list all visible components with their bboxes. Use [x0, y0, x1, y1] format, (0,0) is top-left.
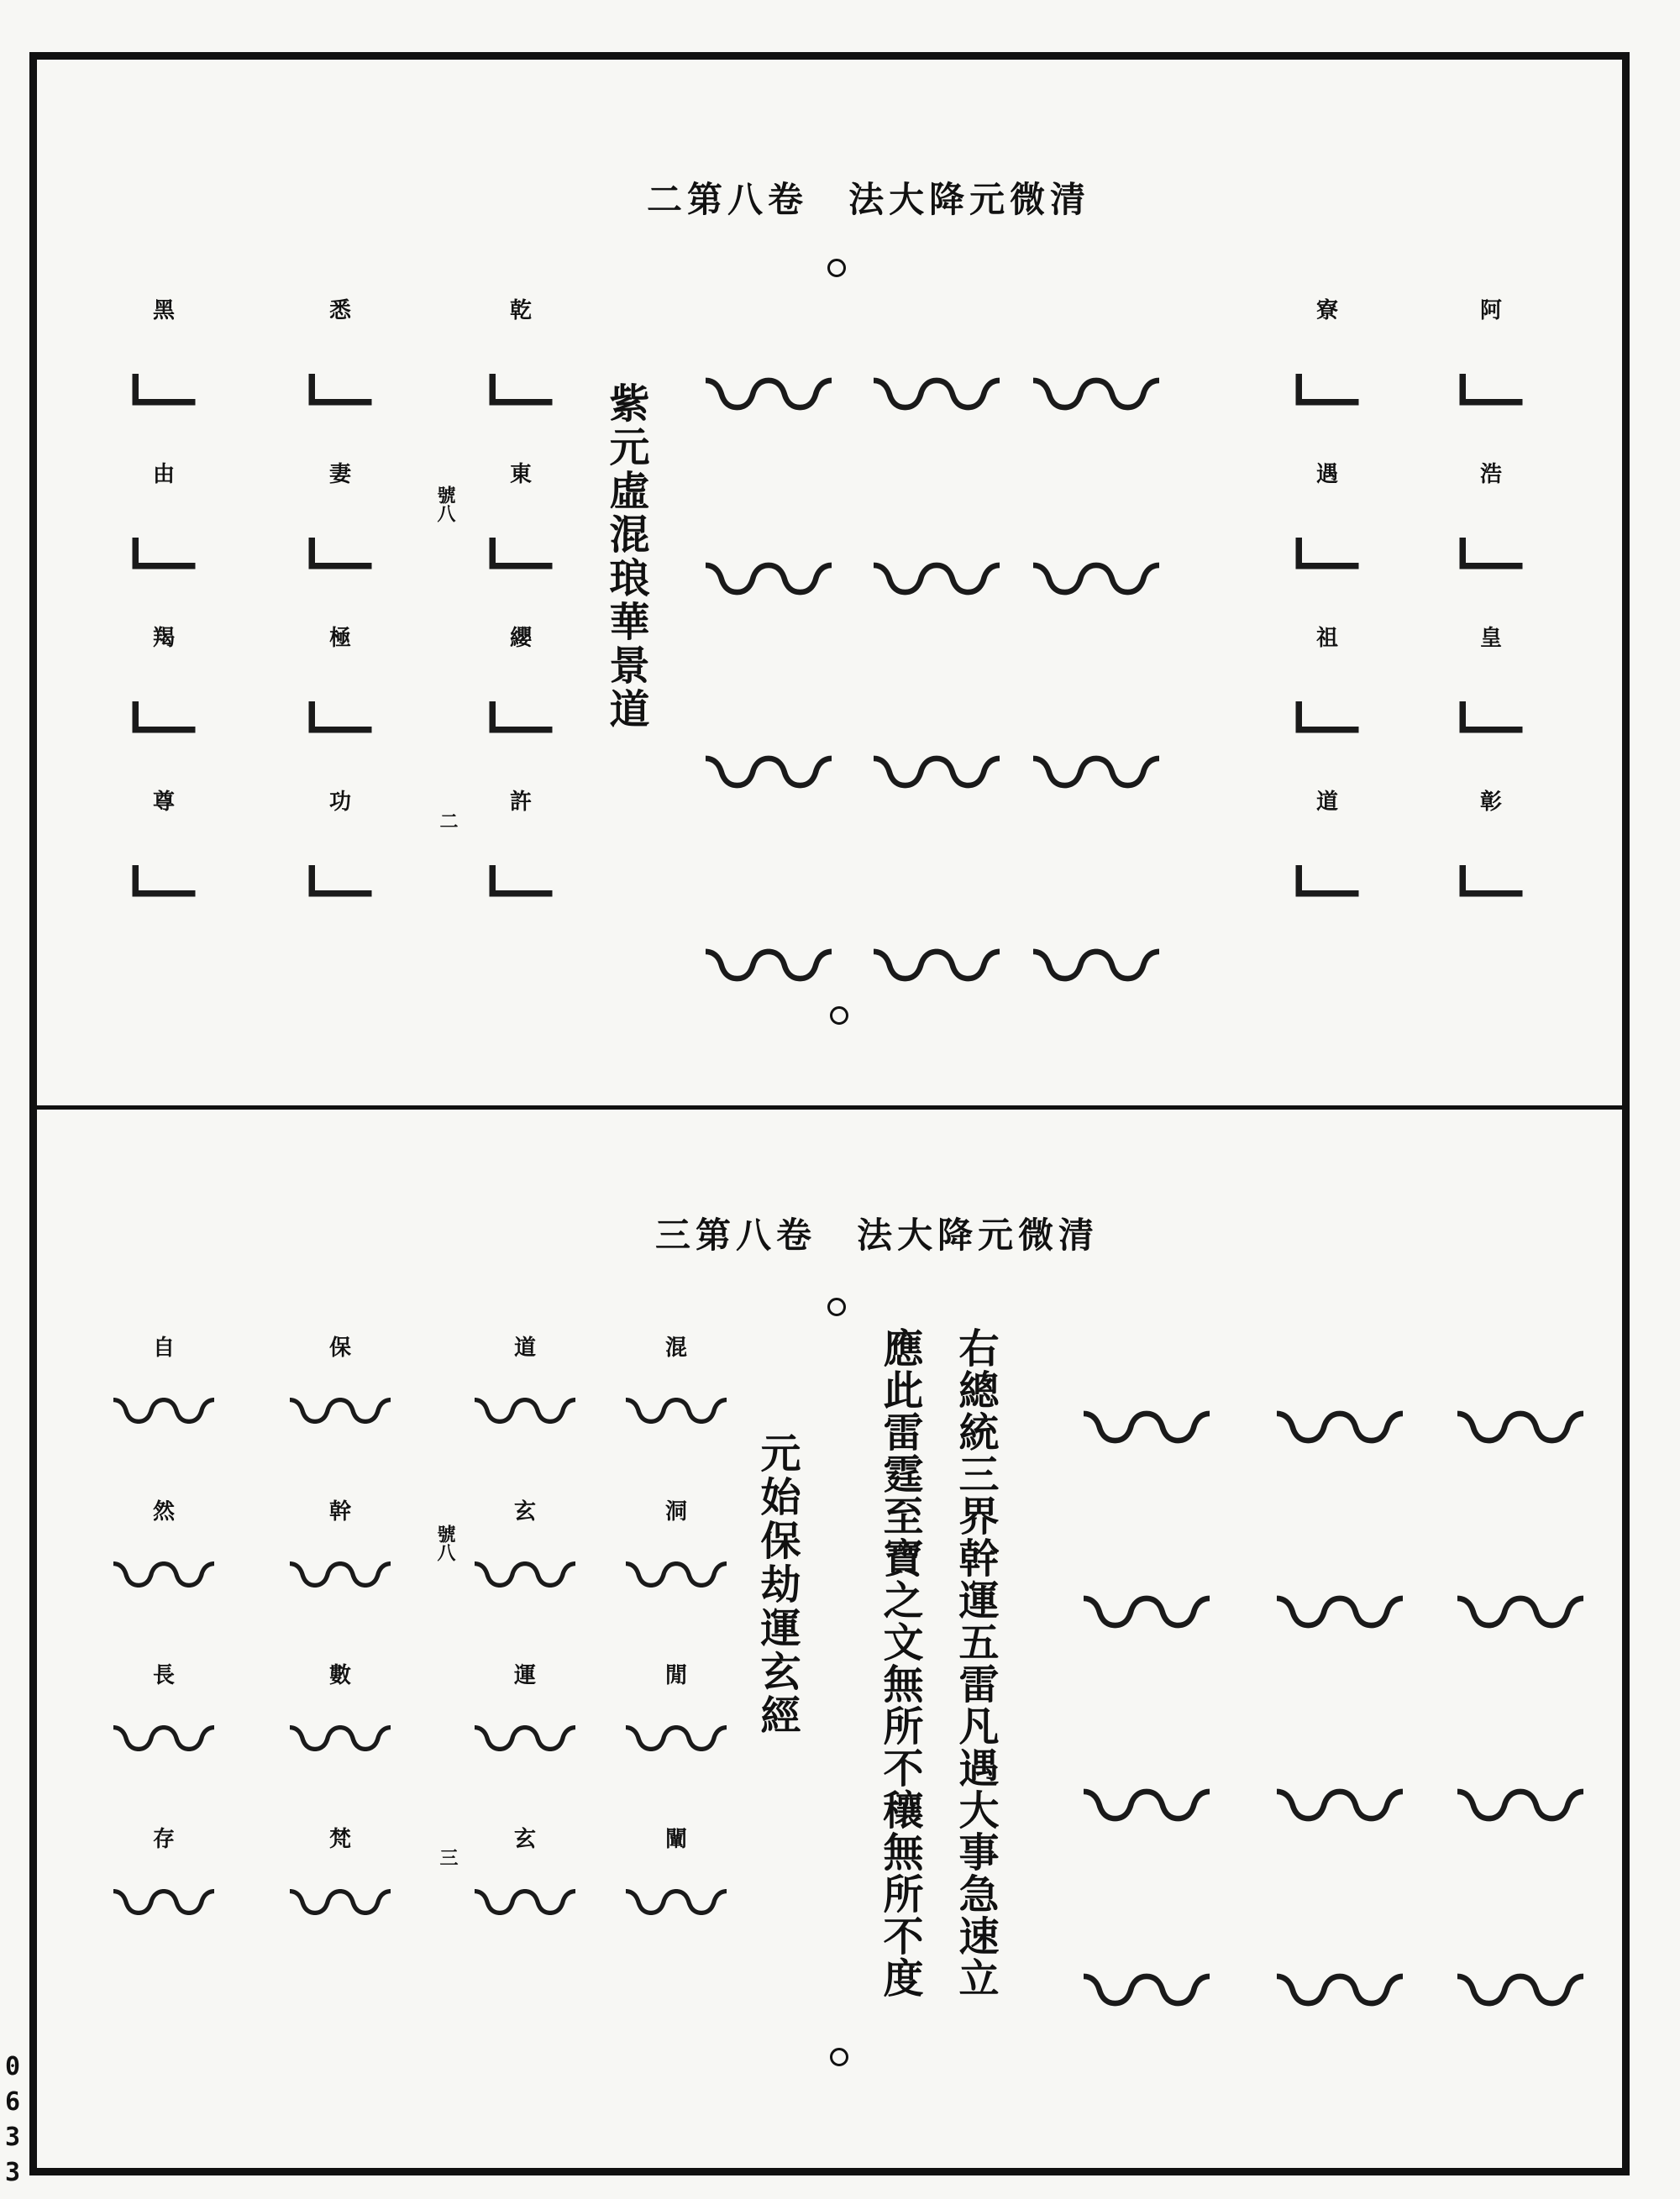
- seal-glyph: 〰: [113, 1357, 214, 1473]
- glyph-label: 皇: [1479, 626, 1502, 651]
- glyph-label: 由: [152, 462, 175, 487]
- header-char: 八: [736, 1215, 777, 1256]
- cursive-glyph: 〰: [1457, 1922, 1584, 2068]
- glyph-label: 數: [328, 1663, 351, 1688]
- bottom-title: 元始保劫運玄經: [753, 1432, 801, 1738]
- glyph-label: 然: [152, 1499, 175, 1525]
- seal-glyph: 〰: [113, 1684, 214, 1801]
- glyph-label: 玄: [513, 1827, 536, 1852]
- seal-glyph: 𖿢: [1277, 811, 1378, 927]
- bottom-header: [655, 1208, 1099, 1258]
- seal-glyph: 𖿢: [1441, 483, 1541, 600]
- glyph-label: 祖: [1315, 626, 1338, 651]
- seal-glyph: 𖿢: [290, 647, 391, 764]
- cursive-glyph: 〰: [1277, 1737, 1404, 1883]
- cursive-glyph: 〰: [1457, 1359, 1584, 1505]
- seal-glyph: 𖿢: [1441, 319, 1541, 436]
- seal-glyph: 〰: [290, 1520, 391, 1637]
- page-number-digit: 3: [4, 2123, 21, 2152]
- header-char: 三: [655, 1215, 696, 1256]
- bottom-left-col-4: [105, 1336, 223, 1991]
- seal-glyph: 𖿢: [1277, 319, 1378, 436]
- glyph-label: 東: [509, 462, 532, 487]
- cursive-glyph: 〰: [1033, 704, 1160, 850]
- top-fold-marker: 二: [437, 811, 459, 830]
- glyph-label: 梵: [328, 1827, 351, 1852]
- cursive-glyph: 〰: [1084, 1922, 1210, 2068]
- cursive-glyph: 〰: [874, 326, 1000, 472]
- seal-glyph: 〰: [626, 1848, 727, 1965]
- header-char: 法: [848, 179, 890, 220]
- top-left-col-2: [281, 298, 399, 953]
- top-left-col-3: [105, 298, 223, 953]
- header-char: [808, 172, 848, 223]
- note-line-1: 右總統三界幹運五雷凡遇大事急速立: [952, 1327, 999, 1999]
- glyph-label: 闡: [664, 1827, 687, 1852]
- seal-glyph: 𖿢: [1441, 811, 1541, 927]
- glyph-label: 黑: [152, 298, 175, 323]
- glyph-label: 悉: [328, 298, 351, 323]
- glyph-label: 混: [664, 1336, 687, 1361]
- header-char: 降: [929, 179, 970, 220]
- glyph-label: 幹: [328, 1499, 351, 1525]
- glyph-label: 洞: [664, 1499, 687, 1525]
- seal-glyph: 𖿢: [290, 483, 391, 600]
- header-char: 卷: [768, 179, 809, 220]
- top-right-col-1: [1432, 298, 1550, 953]
- glyph-label: 存: [152, 1827, 175, 1852]
- page-number-digit: 3: [4, 2158, 21, 2187]
- top-title: 紫元虛混琅華景道: [602, 382, 649, 732]
- bottom-punch-hole-1: [827, 1298, 846, 1316]
- glyph-label: 自: [152, 1336, 175, 1361]
- glyph-label: 乾: [509, 298, 532, 323]
- cursive-glyph: 〰: [1277, 1544, 1404, 1690]
- header-char: 清: [1058, 1215, 1100, 1256]
- seal-glyph: 𖿢: [1277, 647, 1378, 764]
- page-number-digit: 0: [4, 2052, 21, 2081]
- seal-glyph: 𖿢: [113, 319, 214, 436]
- cursive-glyph: 〰: [1033, 326, 1160, 472]
- cursive-glyph: 〰: [706, 511, 832, 657]
- glyph-label: 閒: [664, 1663, 687, 1688]
- top-punch-hole-1: [827, 259, 846, 277]
- header-char: 元: [969, 179, 1011, 220]
- cursive-glyph: 〰: [874, 897, 1000, 1043]
- seal-glyph: 𖿢: [470, 319, 571, 436]
- seal-glyph: 〰: [290, 1848, 391, 1965]
- seal-glyph: 𖿢: [1277, 483, 1378, 600]
- cursive-glyph: 〰: [874, 511, 1000, 657]
- seal-glyph: 𖿢: [470, 483, 571, 600]
- bottom-fold-marker: 三: [437, 1848, 459, 1866]
- seal-glyph: 𖿢: [113, 483, 214, 600]
- glyph-label: 浩: [1479, 462, 1502, 487]
- seal-glyph: 𖿢: [470, 647, 571, 764]
- header-char: 第: [687, 179, 728, 220]
- top-punch-hole-2: [830, 1006, 848, 1025]
- bottom-left-col-2: [466, 1336, 584, 1991]
- glyph-label: 長: [152, 1663, 175, 1688]
- glyph-label: 極: [328, 626, 351, 651]
- page-number: [0, 2049, 25, 2191]
- seal-glyph: 〰: [290, 1684, 391, 1801]
- cursive-glyph: 〰: [1457, 1737, 1584, 1883]
- seal-glyph: 𖿢: [1441, 647, 1541, 764]
- page-number-digit: 6: [4, 2087, 21, 2117]
- cursive-glyph: 〰: [1033, 897, 1160, 1043]
- seal-glyph: 𖿢: [290, 319, 391, 436]
- header-char: [816, 1208, 857, 1258]
- seal-glyph: 〰: [626, 1520, 727, 1637]
- header-char: 大: [897, 1215, 938, 1256]
- header-char: 八: [727, 179, 769, 220]
- top-left-col-1: [462, 298, 580, 953]
- cursive-glyph: 〰: [1084, 1544, 1210, 1690]
- note-line-2: 應此雷霆至寶之文無所不穰無所不度: [876, 1327, 923, 1999]
- glyph-label: 玄: [513, 1499, 536, 1525]
- cursive-glyph: 〰: [874, 704, 1000, 850]
- glyph-label: 阿: [1479, 298, 1502, 323]
- seal-glyph: 〰: [475, 1520, 575, 1637]
- top-header: [647, 172, 1090, 223]
- seal-glyph: 〰: [475, 1357, 575, 1473]
- panel-divider: [29, 1105, 1630, 1110]
- seal-glyph: 〰: [475, 1848, 575, 1965]
- seal-glyph: 𖿢: [290, 811, 391, 927]
- cursive-glyph: 〰: [1084, 1737, 1210, 1883]
- seal-glyph: 〰: [626, 1357, 727, 1473]
- bottom-left-col-3: [281, 1336, 399, 1991]
- glyph-label: 保: [328, 1336, 351, 1361]
- cursive-glyph: 〰: [1277, 1359, 1404, 1505]
- bottom-side-marker: 號八: [434, 1525, 456, 1561]
- header-char: 大: [889, 179, 930, 220]
- cursive-glyph: 〰: [706, 326, 832, 472]
- glyph-label: 彰: [1479, 790, 1502, 815]
- top-side-marker: 號八: [434, 485, 456, 522]
- cursive-glyph: 〰: [1033, 511, 1160, 657]
- seal-glyph: 𖿢: [113, 647, 214, 764]
- glyph-label: 寮: [1315, 298, 1338, 323]
- glyph-label: 纓: [509, 626, 532, 651]
- header-char: 第: [696, 1215, 737, 1256]
- bottom-left-col-1: [617, 1336, 735, 1991]
- glyph-label: 功: [328, 790, 351, 815]
- seal-glyph: 〰: [290, 1357, 391, 1473]
- seal-glyph: 〰: [626, 1684, 727, 1801]
- cursive-glyph: 〰: [706, 897, 832, 1043]
- cursive-glyph: 〰: [1457, 1544, 1584, 1690]
- seal-glyph: 〰: [113, 1520, 214, 1637]
- glyph-label: 許: [509, 790, 532, 815]
- glyph-label: 羯: [152, 626, 175, 651]
- seal-glyph: 𖿢: [113, 811, 214, 927]
- header-char: 元: [978, 1215, 1019, 1256]
- header-char: 降: [937, 1215, 979, 1256]
- glyph-label: 妻: [328, 462, 351, 487]
- seal-glyph: 〰: [113, 1848, 214, 1965]
- glyph-label: 道: [513, 1336, 536, 1361]
- top-right-col-2: [1268, 298, 1386, 953]
- header-char: 微: [1018, 1215, 1059, 1256]
- glyph-label: 尊: [152, 790, 175, 815]
- header-char: 微: [1010, 179, 1051, 220]
- seal-glyph: 𖿢: [470, 811, 571, 927]
- seal-glyph: 〰: [475, 1684, 575, 1801]
- cursive-glyph: 〰: [1277, 1922, 1404, 2068]
- glyph-label: 運: [513, 1663, 536, 1688]
- glyph-label: 道: [1315, 790, 1338, 815]
- header-char: 清: [1050, 179, 1091, 220]
- header-char: 法: [857, 1215, 898, 1256]
- glyph-label: 遇: [1315, 462, 1338, 487]
- header-char: 二: [647, 179, 688, 220]
- bottom-punch-hole-2: [830, 2048, 848, 2066]
- cursive-glyph: 〰: [1084, 1359, 1210, 1505]
- header-char: 卷: [776, 1215, 817, 1256]
- cursive-glyph: 〰: [706, 704, 832, 850]
